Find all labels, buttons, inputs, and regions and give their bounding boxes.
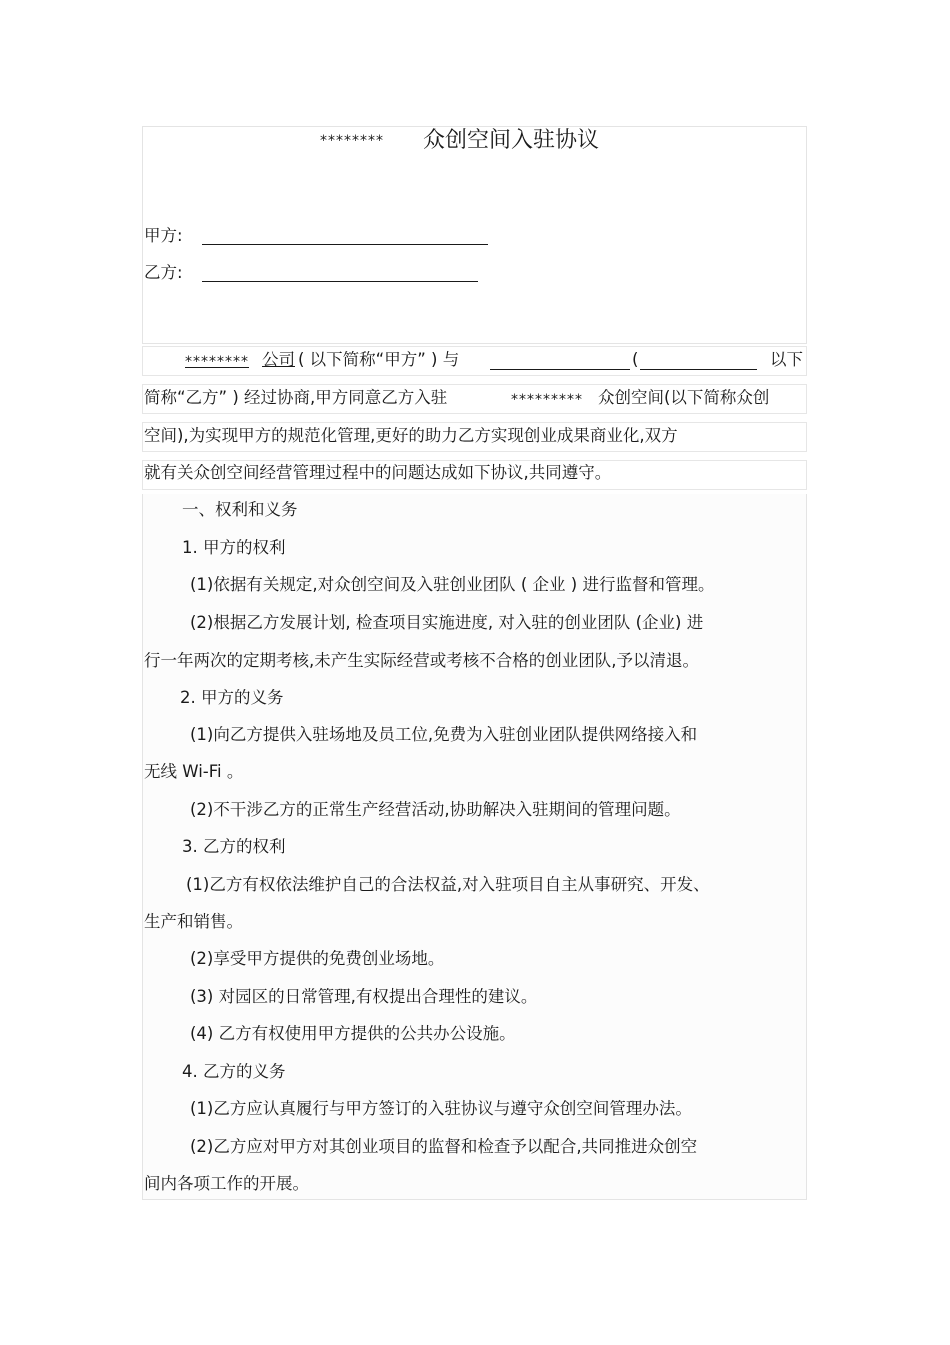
clause-4-2a: (2)乙方应对甲方对其创业项目的监督和检查予以配合,共同推进众创空 [190,1137,698,1156]
clause-4-1: (1)乙方应认真履行与甲方签订的入驻协议与遵守众创空间管理办法。 [190,1099,692,1118]
header-frame [142,126,807,344]
party-a-label: 甲方: [144,226,183,245]
clause-3-4: (4) 乙方有权使用甲方提供的公共办公设施。 [190,1024,516,1043]
intro-paren: ( [632,350,639,369]
clause-1-2b: 行一年两次的定期考核,未产生实际经营或考核不合格的创业团队,予以清退。 [144,651,699,670]
subsection-heading-4: 4. 乙方的义务 [182,1062,286,1081]
party-a-blank [202,244,488,245]
page-title: 众创空间入驻协议 [423,128,600,153]
clause-3-1b: 生产和销售。 [144,912,243,931]
intro-stars-1: ******** [185,354,249,370]
subsection-heading-2: 2. 甲方的义务 [180,688,284,707]
intro-line4: 就有关众创空间经营管理过程中的问题达成如下协议,共同遵守。 [144,463,612,482]
party-b-blank [202,281,478,282]
clause-4-2b: 间内各项工作的开展。 [144,1174,309,1193]
subsection-heading-3: 3. 乙方的权利 [182,837,286,856]
intro-line2-end: 众创空间(以下简称众创 [598,388,770,407]
clause-3-2: (2)享受甲方提供的免费创业场地。 [190,949,445,968]
intro-stars-2: ********* [511,392,583,408]
intro-line3: 空间),为实现甲方的规范化管理,更好的助力乙方实现创业成果商业化,双方 [144,426,678,445]
intro-company: 公司 [262,350,295,369]
section-heading: 一、权利和义务 [182,500,298,519]
clause-2-1a: (1)向乙方提供入驻场地及员工位,免费为入驻创业团队提供网络接入和 [190,725,698,744]
clause-2-2: (2)不干涉乙方的正常生产经营活动,协助解决入驻期间的管理问题。 [190,800,681,819]
intro-blank-1 [490,369,630,370]
intro-blank-2 [640,369,757,370]
party-b-label: 乙方: [144,263,183,282]
clause-3-3: (3) 对园区的日常管理,有权提出合理性的建议。 [190,987,538,1006]
subsection-heading-1: 1. 甲方的权利 [182,538,286,557]
intro-line2-text: 简称“乙方” ) 经过协商,甲方同意乙方入驻 [144,388,448,407]
clause-1-2a: (2)根据乙方发展计划, 检查项目实施进度, 对入驻的创业团队 (企业) 进 [190,613,704,632]
clause-1-1: (1)依据有关规定,对众创空间及入驻创业团队 ( 企业 ) 进行监督和管理。 [190,575,715,594]
intro-line1-text: ( 以下简称“甲方” ) 与 [298,350,460,369]
clause-3-1a: (1)乙方有权依法维护自己的合法权益,对入驻项目自主从事研究、开发、 [186,875,710,894]
clause-2-1b: 无线 Wi-Fi 。 [144,762,244,781]
intro-line1-end: 以下 [770,350,803,369]
title-stars: ******** [320,133,384,149]
